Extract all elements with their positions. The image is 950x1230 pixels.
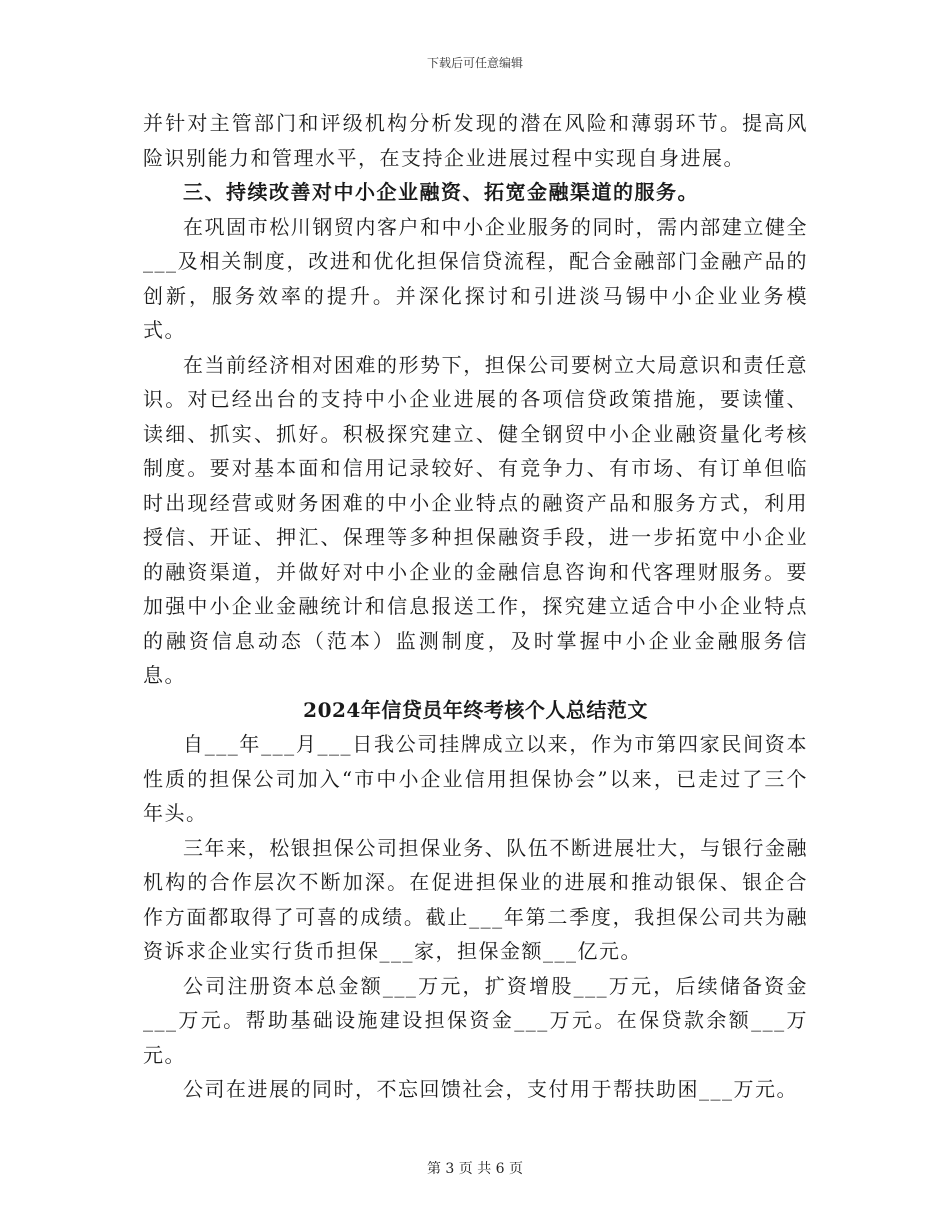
paragraph: 自___年___月___日我公司挂牌成立以来，作为市第四家民间资本性质的担保公司加入“市中小企业信用担保协会”以来，已走过了三个年头。 bbox=[143, 732, 808, 825]
paragraph: 在巩固市松川钢贸内客户和中小企业服务的同时，需内部建立健全___及相关制度，改进和优化担保信贷流程，配合金融部门金融产品的创新，服务效率的提升。并深化探讨和引进淡马锡中小企业业务模式。 bbox=[143, 214, 808, 342]
article-title: 2024年信贷员年终考核个人总结范文 bbox=[303, 697, 648, 722]
paragraph: 公司在进展的同时，不忘回馈社会，支付用于帮扶助困___万元。 bbox=[183, 1077, 798, 1101]
paragraph: 公司注册资本总金额___万元，扩资增股___万元，后续储备资金___万元。帮助基础设施建设担保资金___万元。在保贷款余额___万元。 bbox=[143, 973, 808, 1067]
document-body bbox=[143, 106, 808, 1107]
paragraph-continuation: 并针对主管部门和评级机构分析发现的潜在风险和薄弱环节。提高风险识别能力和管理水平，在支持企业进展过程中实现自身进展。 bbox=[143, 111, 808, 170]
section-heading: 三、持续改善对中小企业融资、拓宽金融渠道的服务。 bbox=[183, 180, 699, 204]
paragraph: 在当前经济相对困难的形势下，担保公司要树立大局意识和责任意识。对已经出台的支持中小企业进展的各项信贷政策措施，要读懂、读细、抓实、抓好。积极探究建立、健全钢贸中小企业融资量化考核制度。要对基本面和信用记录较好、有竞争力、有市场、有订单但临时出现经营或财务困难的中小企业特点的融资产品和服务方式，利用授信、开证、押汇、保理等多种担保融资手段，进一步拓宽中小企业的融资渠道，并做好对中小企业的金融信息咨询和代客理财服务。要加强中小企业金融统计和信息报送工作，探究建立适合中小企业特点的融资信息动态（范本）监测制度，及时掌握中小企业金融服务信息。 bbox=[143, 352, 808, 687]
paragraph: 三年来，松银担保公司担保业务、队伍不断进展壮大，与银行金融机构的合作层次不断加深。在促进担保业的进展和推动银保、银企合作方面都取得了可喜的成绩。截止___年第二季度，我担保公司共为融资诉求企业实行货币担保___家，担保金额___亿元。 bbox=[143, 835, 808, 963]
page-footer: 第 3 页 共 6 页 bbox=[426, 1161, 524, 1177]
page-header: 下载后可任意编辑 bbox=[426, 56, 523, 70]
